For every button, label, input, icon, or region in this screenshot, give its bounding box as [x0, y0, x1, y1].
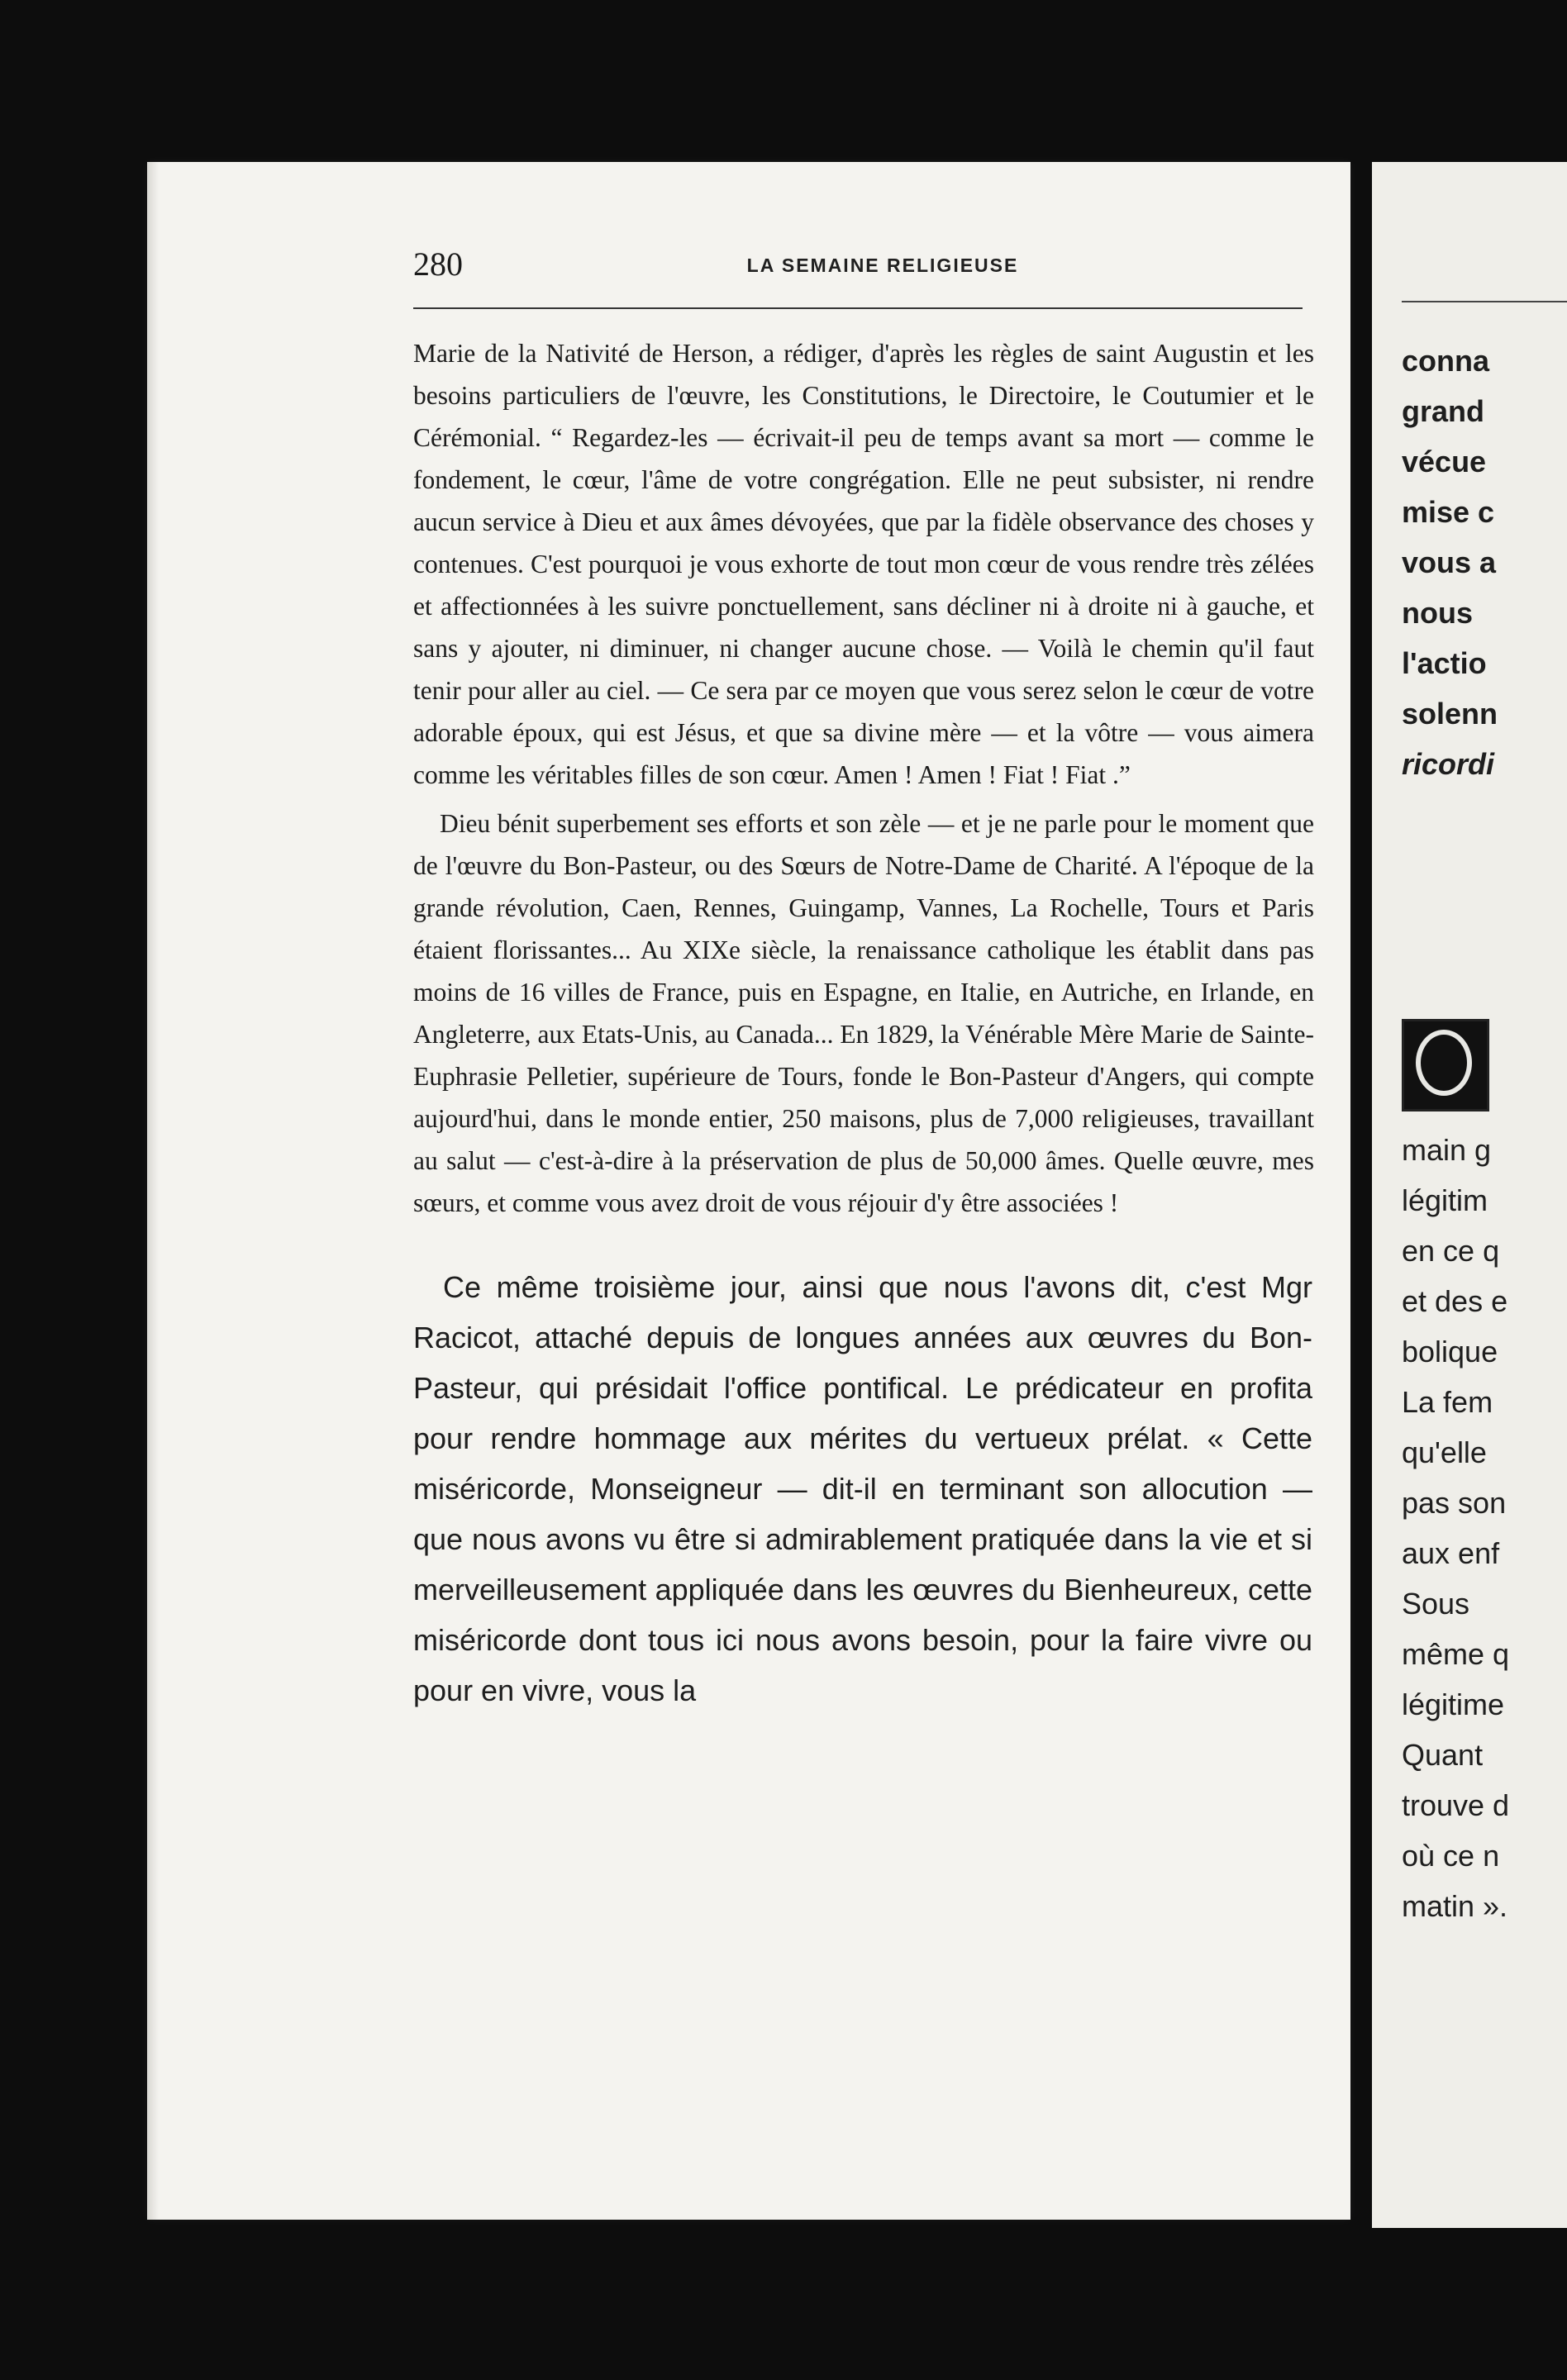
- facing-line: légitim: [1402, 1183, 1488, 1217]
- facing-page-upper-lines: [1402, 336, 1567, 789]
- facing-line: même q: [1402, 1637, 1510, 1671]
- facing-line: conna: [1402, 344, 1490, 378]
- facing-line: main g: [1402, 1133, 1492, 1167]
- large-type-block: [413, 1262, 1312, 1716]
- facing-line: en ce q: [1402, 1234, 1500, 1268]
- facing-line: bolique: [1402, 1335, 1498, 1368]
- ornamental-dropcap-icon: [1402, 1019, 1489, 1111]
- facing-line: l'actio: [1402, 646, 1487, 680]
- facing-line: vous a: [1402, 545, 1497, 579]
- facing-line: vécue: [1402, 445, 1487, 478]
- facing-line: mise c: [1402, 495, 1495, 529]
- facing-line: nous: [1402, 596, 1473, 630]
- facing-line: pas son: [1402, 1486, 1507, 1520]
- facing-line: trouve d: [1402, 1788, 1510, 1822]
- paragraph-bon-pasteur: Dieu bénit superbement ses efforts et son zèle — et je ne parle pour le moment que de l'œuvre du Bon-Pasteur, ou des Sœurs de Notre-Dame de Charité. A l'époque de la grande révolution, Caen, Rennes, Guingamp, Vannes, La Rochelle, Tours et Paris étaient florissantes... Au XIXe siècle, la renaissance catholique les établit dans pas moins de 16 villes de France, puis en Espagne, en Italie, en Autriche, en Irlande, en Angleterre, aux Etats-Unis, au Canada... En 1829, la Vénérable Mère Marie de Sainte-Euphrasie Pelletier, supérieure de Tours, fonde le Bon-Pasteur d'Angers, qui compte aujourd'hui, dans le monde entier, 250 maisons, plus de 7,000 religieuses, travaillant au salut — c'est-à-dire à la préservation de plus de 50,000 âmes. Quelle œuvre, mes sœurs, et comme vous avez droit de vous réjouir d'y être associées !: [413, 809, 1314, 1217]
- facing-line: grand: [1402, 394, 1485, 428]
- facing-line: La fem: [1402, 1385, 1493, 1419]
- running-title: LA SEMAINE RELIGIEUSE: [746, 255, 1019, 276]
- header-rule: [413, 307, 1303, 309]
- page-number: 280: [413, 245, 463, 283]
- facing-line: légitime: [1402, 1687, 1505, 1721]
- facing-page-fragment: [1372, 162, 1567, 2228]
- paragraph-quotation: Marie de la Nativité de Herson, a rédiger, d'après les règles de saint Augustin et les besoins particuliers de l'œuvre, les Constitutions, le Directoire, le Coutumier et le Cérémonial. “ Regardez-les — écrivait-il peu de temps avant sa mort — comme le fondement, le cœur, l'âme de votre congrégation. Elle ne peut subsister, ni rendre aucun service à Dieu et aux âmes dévoyées, que par la fidèle observance des choses y contenues. C'est pourquoi je vous exhorte de tout mon cœur de vous rendre très zélées et affectionnées à les suivre ponctuellement, sans décliner ni à droite ni à gauche, et sans y ajouter, ni diminuer, ni changer aucune chose. — Voilà le chemin qu'il faut tenir pour aller au ciel. — Ce sera par ce moyen que vous serez selon le cœur de votre adorable époux, qui est Jésus, et que sa divine mère — et la vôtre — vous aimera comme les véritables filles de son cœur. Amen ! Amen ! Fiat ! Fiat .”: [413, 339, 1314, 789]
- page-header: [413, 245, 1303, 301]
- facing-page-lower-lines: [1402, 1125, 1567, 1931]
- facing-line: matin ».: [1402, 1889, 1508, 1923]
- facing-line: Sous: [1402, 1587, 1470, 1621]
- facing-line: qu'elle: [1402, 1435, 1487, 1469]
- facing-page-rule: [1402, 301, 1567, 302]
- paragraph-racicot: Ce même troisième jour, ainsi que nous l'avons dit, c'est Mgr Racicot, attaché depuis de longues années aux œuvres du Bon-Pasteur, qui présidait l'office pontifical. Le prédicateur en profita pour rendre hommage aux mérites du vertueux prélat. « Cette miséricorde, Monseigneur — dit-il en terminant son allocution — que nous avons vu être si admirablement pratiquée dans la vie et si merveilleusement appliquée dans les œuvres du Bienheureux, cette miséricorde dont tous ici nous avons besoin, pour la faire vivre ou pour en vivre, vous la: [413, 1270, 1312, 1707]
- facing-line: Quant: [1402, 1738, 1484, 1772]
- book-page: [147, 162, 1350, 2220]
- small-type-block: [413, 332, 1314, 1224]
- facing-line: ricordi: [1402, 747, 1495, 781]
- facing-line: où ce n: [1402, 1839, 1500, 1873]
- facing-line: et des e: [1402, 1284, 1508, 1318]
- facing-line: aux enf: [1402, 1536, 1500, 1570]
- facing-line: solenn: [1402, 697, 1498, 731]
